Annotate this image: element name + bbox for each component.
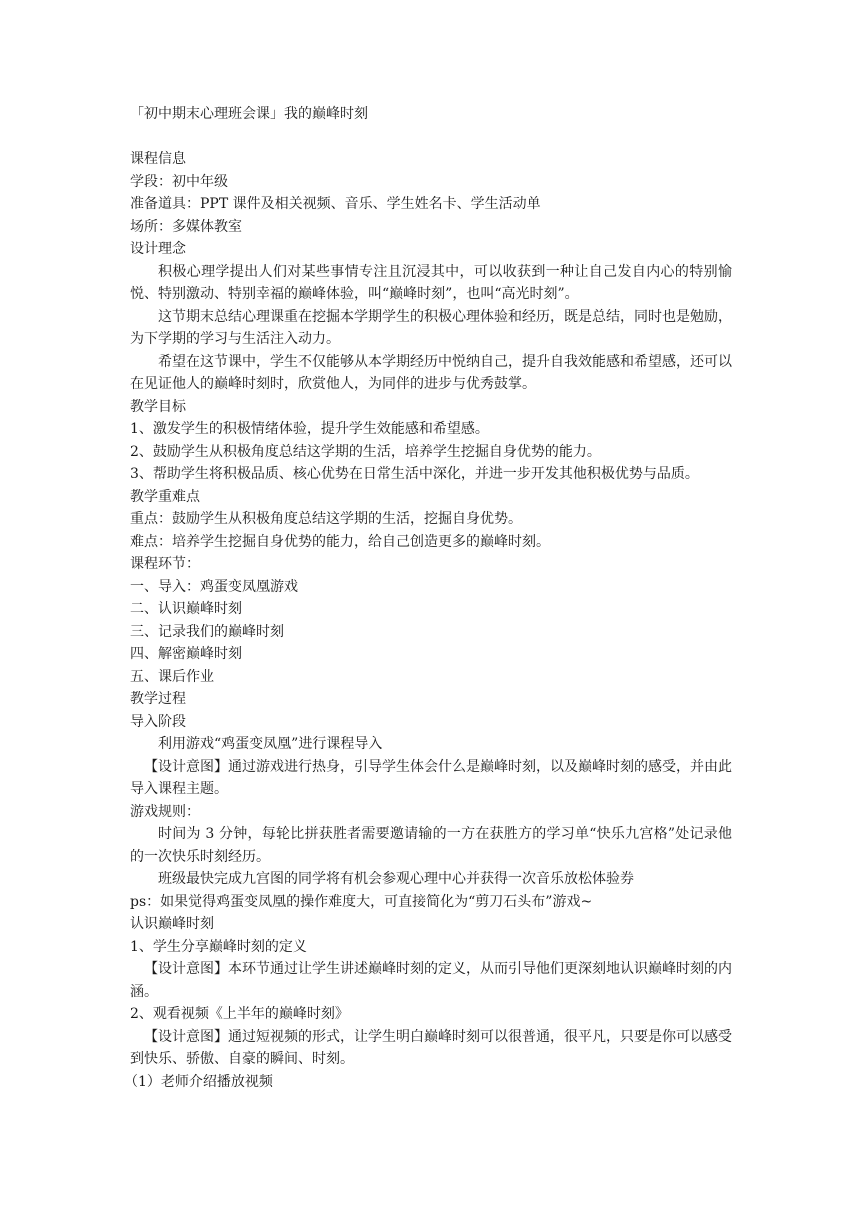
intro-heading: 导入阶段: [130, 713, 186, 730]
know-step-2-intent: 【设计意图】通过短视频的形式，让学生明白巅峰时刻可以很普通，很平凡，只要是你可以感受到快乐、骄傲、自豪的瞬间、时刻。: [130, 1028, 732, 1067]
objective-2: 2、鼓励学生从积极角度总结这学期的生活，培养学生挖掘自身优势的能力。: [130, 443, 601, 460]
know-step-1-intent: 【设计意图】本环节通过让学生讲述巅峰时刻的定义，从而引导他们更深刻地认识巅峰时刻的内涵。: [130, 961, 732, 1000]
process-heading: 教学过程: [130, 691, 186, 707]
know-step-2: 2、观看视频《上半年的巅峰时刻》: [130, 1006, 349, 1022]
design-concept-paragraph-1: 积极心理学提出人们对某些事情专注且沉浸其中，可以收获到一种让自己发自内心的特别愉悦、特别激动、特别幸福的巅峰体验，叫“巅峰时刻”，也叫“高光时刻”。: [130, 263, 732, 302]
course-info-heading: 课程信息: [130, 151, 186, 167]
design-concept-heading: 设计理念: [130, 241, 186, 257]
course-venue: 场所：多媒体教室: [130, 218, 242, 235]
objectives-heading: 教学目标: [130, 398, 186, 415]
objective-3: 3、帮助学生将积极品质、核心优势在日常生活中深化，并进一步开发其他积极优势与品质。: [130, 466, 699, 482]
key-points-heading: 教学重难点: [130, 488, 200, 505]
sections-heading: 课程环节：: [130, 556, 200, 572]
design-concept-paragraph-2: 这节期末总结心理课重在挖掘本学期学生的积极心理体验和经历，既是总结，同时也是勉励，为下学期的学习与生活注入动力。: [130, 308, 732, 347]
document-page: [124, 103, 732, 1093]
intro-paragraph: 利用游戏“鸡蛋变凤凰”进行课程导入: [158, 736, 383, 752]
know-heading: 认识巅峰时刻: [130, 916, 214, 932]
section-2: 二、认识巅峰时刻: [130, 601, 242, 617]
design-concept-paragraph-3: 希望在这节课中，学生不仅能够从本学期经历中悦纳自己，提升自我效能感和希望感，还可以在见证他人的巅峰时刻时，欣赏他人，为同伴的进步与优秀鼓掌。: [130, 353, 732, 392]
section-4: 四、解密巅峰时刻: [130, 646, 242, 662]
difficulty-point: 难点：培养学生挖掘自身优势的能力，给自己创造更多的巅峰时刻。: [130, 533, 550, 550]
course-stage: 学段：初中年级: [130, 173, 228, 190]
section-1: 一、导入：鸡蛋变凤凰游戏: [130, 578, 298, 595]
document-title: 「初中期末心理班会课」我的巅峰时刻: [130, 106, 368, 122]
section-3: 三、记录我们的巅峰时刻: [130, 623, 284, 640]
course-props: 准备道具：PPT 课件及相关视频、音乐、学生姓名卡、学生活动单: [130, 196, 541, 212]
know-step-1: 1、学生分享巅峰时刻的定义: [130, 938, 307, 955]
rules-paragraph-2: 班级最快完成九宫图的同学将有机会参观心理中心并获得一次音乐放松体验券: [158, 871, 634, 887]
section-5: 五、课后作业: [130, 668, 214, 685]
intro-design-intent: 【设计意图】通过游戏进行热身，引导学生体会什么是巅峰时刻，以及巅峰时刻的感受，并由此导入课程主题。: [130, 758, 732, 797]
rules-paragraph-1: 时间为 3 分钟，每轮比拼获胜者需要邀请输的一方在获胜方的学习单“快乐九宫格”处记录他的一次快乐时刻经历。: [130, 826, 732, 865]
rules-heading: 游戏规则：: [130, 803, 200, 820]
know-step-2-sub-1: （1）老师介绍播放视频: [124, 1073, 273, 1090]
blank-line: [130, 126, 732, 149]
key-point: 重点：鼓励学生从积极角度总结这学期的生活，挖掘自身优势。: [130, 511, 522, 527]
ps-note: ps：如果觉得鸡蛋变凤凰的操作难度大，可直接简化为“剪刀石头布”游戏~: [130, 893, 593, 910]
objective-1: 1、激发学生的积极情绪体验，提升学生效能感和希望感。: [130, 421, 489, 437]
